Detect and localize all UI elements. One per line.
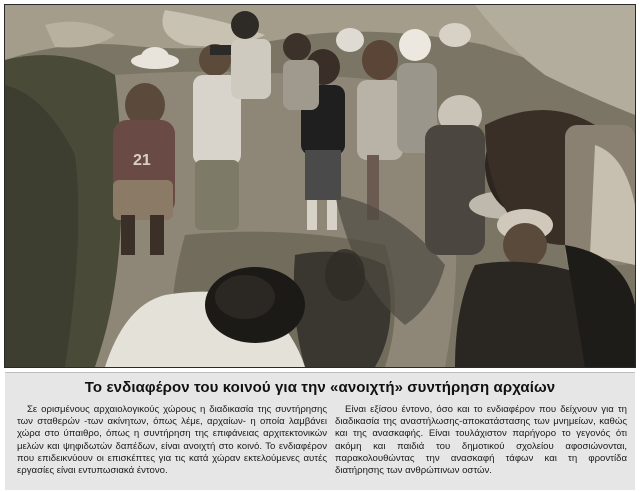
article-paragraph-left: Σε ορισμένους αρχαιολογικούς χώρους η διαδικασία της συντήρησης των σταθερών -των ακίνητων, όπως λέμε, αρχαίων- η οποία λαμβάνει χώρα στο ύπαιθρο, όπως η συντήρηση της επιφάνειας αρχιτεκτονικών μελών και ψηφιδωτών δαπέδων, είναι ανοιχτή στο κοινό. Το ενδιαφέρον που επιδεικνύουν οι επισκέπτες για τις κατά χώραν εκτελούμενες αυτές εργασίες είναι εντυπωσιακά έντονο. (17, 404, 327, 477)
newspaper-clipping (3, 3, 637, 489)
article-caption-box (5, 372, 635, 490)
photo-children-watching-excavation (5, 5, 635, 367)
article-headline: Το ενδιαφέρον του κοινού για την «ανοιχτή» συντήρηση αρχαίων (84, 379, 556, 396)
shirt-number: 21 (133, 152, 151, 169)
article-column-left (17, 404, 327, 477)
article-column-right (335, 404, 627, 477)
article-paragraph-right: Είναι εξίσου έντονο, όσο και το ενδιαφέρον που δείχνουν για τη διαδικασία της αναστήλωσης-αποκατάστασης των μνημείων, καθώς και της ανασκαφής. Είναι τουλάχιστον παρήγορο το γεγονός ότι ακόμη και παιδιά του δημοτικού σχολείου αφοσιώνονται, παρακολουθώντας την ανασκαφή τάφων και τη φροντίδα διατήρησης των ανθρώπινων οστών. (335, 404, 627, 477)
